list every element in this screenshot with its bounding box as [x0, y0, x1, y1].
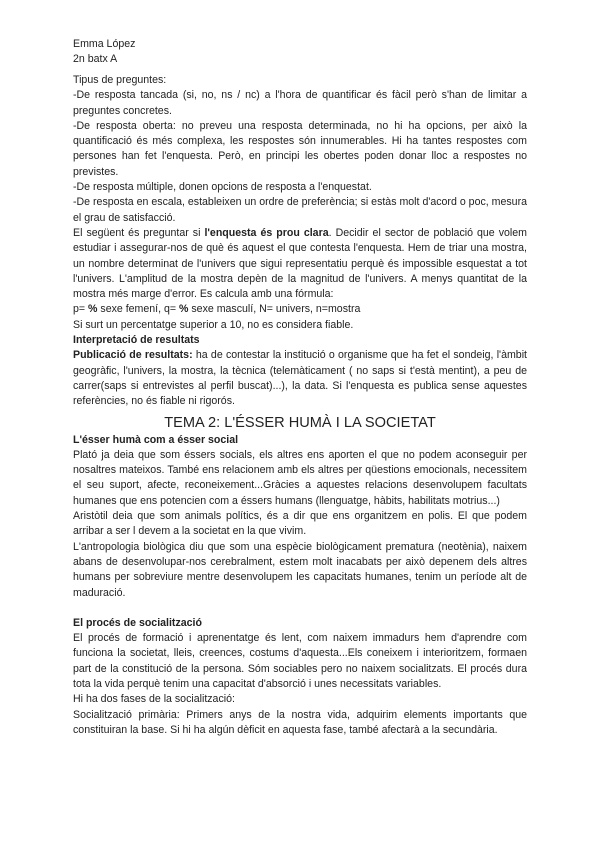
sample-text-a: El següent és preguntar si: [73, 226, 205, 239]
question-type-open: -De resposta oberta: no preveu una resposta determinada, no hi ha opcions, per això la quantificació és més complexa, les respostes són innumerables. Hi ha tantes respostes com persones han fet l'enquesta. Però, en principi les obertes poden donar lloc a respostes no previstes.: [73, 119, 527, 178]
section-title: TEMA 2: L'ÉSSER HUMÀ I LA SOCIETAT: [164, 414, 436, 431]
document-header: [73, 37, 527, 68]
formula-line: [73, 302, 527, 317]
subheading-social-being: [73, 433, 527, 448]
interpretation-heading: [73, 333, 527, 348]
formula-percent-1: %: [88, 303, 98, 316]
course-label: 2n batx A: [73, 53, 118, 66]
subheading-socialization: [73, 616, 527, 631]
subheading-socialization-text: El procés de socialització: [73, 616, 202, 629]
publication-bold: Publicació de resultats:: [73, 349, 193, 362]
question-type-closed: -De resposta tancada (si, no, ns / nc) a l'hora de quantificar és fàcil però s'han de limitar a preguntes concretes.: [73, 89, 527, 117]
sample-text-b: . Decidir el sector de població que volem estudiar i assegurar-nos de què és aquest el que contesta l'enquesta. Hem de triar una mostra, un nombre determinat de l'univers que sigui representatiu perquè és impossible esquestat a tot l'univers. L'amplitud de la mostra depèn de la magnitud de l'univers. A menys quantitat de la mostra més marge d'error. Es calcula amb una fórmula:: [73, 226, 527, 301]
formula-p: p=: [73, 303, 89, 316]
formula-rest: sexe masculí, N= univers, n=mostra: [188, 303, 361, 316]
sample-bold: l'enquesta és prou clara: [204, 226, 329, 239]
spacer: [73, 601, 527, 616]
formula-percent-2: %: [179, 303, 189, 316]
publication-paragraph: [73, 348, 527, 409]
sample-paragraph: [73, 226, 527, 302]
publication-text: ha de contestar la institució o organisme que ha fet el sondeig, l'àmbit geogràfic, l'univers, la mostra, la tècnica (telemàticament ( no saps si t'està mentint), a peu de carrer(saps si entrevistes al perfil buscat)...), la data. Si l'enquesta es publica sense aquestes referències, no és fiable ni rigorós.: [73, 349, 527, 408]
question-type-scale: -De resposta en escala, estableixen un ordre de preferència; si estàs molt d'acord o poc, mesura el grau de satisfacció.: [73, 196, 527, 224]
socialization-paragraph: El procés de formació i aprenentatge és lent, com naixem immadurs hem d'aprendre com funciona la societat, lleis, creences, costums d'aquesta...Els coneixem i interioritzem, formaen part de la constitució de la persona. Sóm sociables pero no naixem socialitzats. El procés dura tota la vida perquè tenim una capacitat d'absorció i unes necessitats variables.: [73, 632, 527, 690]
phases-intro: Hi ha dos fases de la socialització:: [73, 693, 235, 706]
interpretation-heading-text: Interpretació de resultats: [73, 334, 200, 347]
question-type-multiple: -De resposta múltiple, donen opcions de resposta a l'enquestat.: [73, 181, 372, 194]
question-types-heading: Tipus de preguntes:: [73, 74, 167, 86]
plato-paragraph: Plató ja deia que som éssers socials, els altres ens aporten el que no podem aconseguir per nosaltres mateixos. També ens relacionem amb els altres per qüestions emocionals, necessitem el seu suport, afecte, reconeixement...Gràcies a aquestes relacions desenvolupem facultats humanes que ens potencien com a éssers humans (llenguatge, hàbits, habilitats motrius...): [73, 448, 527, 507]
formula-q: sexe femení, q=: [97, 303, 180, 316]
aristotle-paragraph: Aristòtil deia que som animals polítics, és a dir que ens organitzem en polis. El que podem arribar a ser l devem a la societat en la que vivim.: [73, 510, 527, 538]
subheading-social-being-text: L'ésser humà com a ésser social: [73, 433, 239, 446]
anthropology-paragraph: L'antropologia biològica diu que som una espècie biològicament prematura (neotènia), naixem abans de desenvolupar-nos cerebralment, estem molt inacabats per això depenem dels altres humans per sobreviure mentre desenvolupem les capacitats humanes, tenim un període alt de maduració.: [73, 540, 527, 599]
document-body: [73, 73, 527, 738]
primary-socialization-paragraph: Socialització primària: Primers anys de la nostra vida, adquirim elements importants que constituiran la base. Si hi ha algún dèficit en aquesta fase, també afectarà a la secundària.: [73, 708, 527, 736]
reliability-note: Si surt un percentatge superior a 10, no es considera fiable.: [73, 318, 354, 331]
author-name: Emma López: [73, 38, 136, 50]
